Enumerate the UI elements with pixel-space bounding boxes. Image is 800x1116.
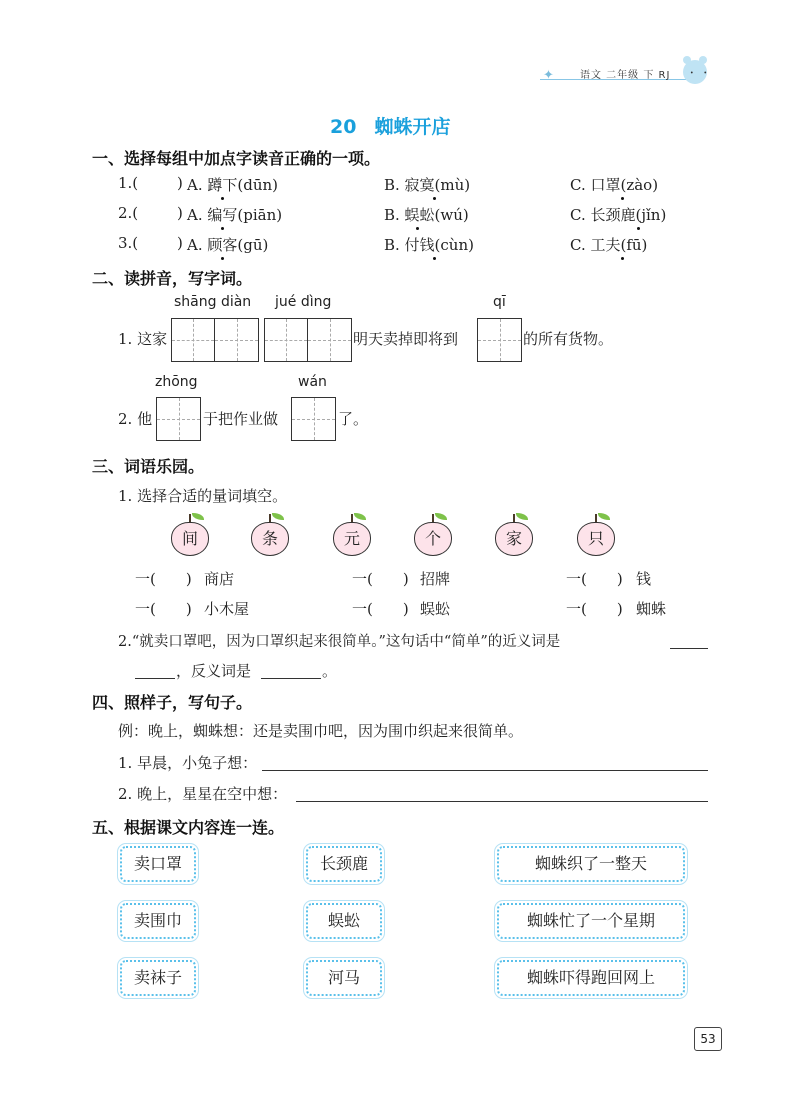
q2-text-end: 了。 (338, 410, 369, 428)
pinyin-jueding: jué dìng (275, 294, 332, 310)
q1-text-start: 1. 这家 (118, 330, 168, 348)
section-4-q1: 1. 早晨，小兔子想： (118, 754, 258, 772)
writing-box-zhong[interactable] (156, 397, 201, 441)
q2-text-start: 2. 他 (118, 410, 153, 428)
sentence-answer-line-1[interactable] (262, 770, 708, 771)
synonym-answer-line-cont[interactable] (135, 678, 175, 679)
match-right-2[interactable]: 蜘蛛忙了一个星期 (497, 903, 685, 939)
q1-number: 1.( (118, 174, 139, 192)
emphasis-dot (433, 257, 436, 260)
section-1-heading: 一、选择每组中加点字读音正确的一项。 (92, 149, 381, 168)
fill-noun: 小木屋 (204, 600, 250, 618)
match-left-2[interactable]: 卖围巾 (120, 903, 196, 939)
pinyin-zhong: zhōng (155, 374, 198, 390)
synonym-answer-line[interactable] (670, 648, 708, 649)
leaf-icon (272, 513, 284, 520)
lesson-number: 20 (330, 116, 357, 138)
q1-text-end: 的所有货物。 (523, 330, 614, 348)
leaf-icon (516, 513, 528, 520)
apple-word-jia[interactable]: 家 (495, 522, 533, 556)
q1-text-middle: 明天卖掉即将到 (353, 330, 459, 348)
emphasis-dot (637, 227, 640, 230)
q1-close: ) (177, 174, 183, 192)
emphasis-dot (621, 197, 624, 200)
q2-option-b[interactable]: B. 蜈蚣(wú) (384, 206, 469, 224)
page-title (330, 112, 450, 139)
fill-noun: 招牌 (420, 570, 451, 588)
q2-close: ) (177, 204, 183, 222)
q1-option-a[interactable]: A. 蹲下(dūn) (187, 176, 278, 194)
q2-number: 2.( (118, 204, 139, 222)
fill-blank[interactable]: 一( ) (352, 570, 409, 588)
apple-word-jian[interactable]: 间 (171, 522, 209, 556)
writing-box-wan[interactable] (291, 397, 336, 441)
fill-noun: 商店 (204, 570, 235, 588)
section-3-q1: 1. 选择合适的量词填空。 (118, 487, 288, 505)
bear-face: • • (690, 70, 711, 77)
emphasis-dot (221, 227, 224, 230)
match-right-3[interactable]: 蜘蛛吓得跑回网上 (497, 960, 685, 996)
page-number: 53 (694, 1027, 722, 1051)
section-3-q2-antonym-label: ，反义词是 (176, 662, 252, 680)
emphasis-dot (221, 197, 224, 200)
pinyin-shangdian: shāng diàn (174, 294, 252, 310)
fill-blank[interactable]: 一( ) (566, 570, 623, 588)
match-left-1[interactable]: 卖口罩 (120, 846, 196, 882)
q3-number: 3.( (118, 234, 139, 252)
q3-option-c[interactable]: C. 工夫(fū) (570, 236, 648, 254)
writing-box-jueding[interactable] (264, 318, 352, 362)
section-4-q2: 2. 晚上，星星在空中想： (118, 785, 288, 803)
section-3-heading: 三、词语乐园。 (92, 457, 205, 476)
match-middle-3[interactable]: 河马 (306, 960, 382, 996)
fill-blank[interactable]: 一( ) (566, 600, 623, 618)
leaf-icon (192, 513, 204, 520)
fill-blank[interactable]: 一( ) (352, 600, 409, 618)
star-icon: ✦ (543, 68, 554, 83)
emphasis-dot (416, 227, 419, 230)
q2-option-a[interactable]: A. 编写(piān) (187, 206, 283, 224)
pinyin-wan: wán (298, 374, 327, 390)
section-3-q2-end: 。 (322, 662, 338, 680)
pinyin-qi: qī (493, 294, 506, 310)
writing-box-shangdian[interactable] (171, 318, 259, 362)
leaf-icon (598, 513, 610, 520)
lesson-title: 蜘蛛开店 (374, 116, 451, 138)
q3-close: ) (177, 234, 183, 252)
fill-blank[interactable]: 一( ) (135, 570, 192, 588)
apple-word-zhi[interactable]: 只 (577, 522, 615, 556)
apple-word-tiao[interactable]: 条 (251, 522, 289, 556)
fill-blank[interactable]: 一( ) (135, 600, 192, 618)
match-left-3[interactable]: 卖袜子 (120, 960, 196, 996)
header-label: 语文 二年级 下 RJ (580, 70, 671, 81)
q3-option-a[interactable]: A. 顾客(gū) (187, 236, 269, 254)
match-right-1[interactable]: 蜘蛛织了一整天 (497, 846, 685, 882)
match-middle-2[interactable]: 蜈蚣 (306, 903, 382, 939)
match-middle-1[interactable]: 长颈鹿 (306, 846, 382, 882)
section-2-heading: 二、读拼音，写字词。 (92, 269, 253, 288)
emphasis-dot (221, 257, 224, 260)
q3-option-b[interactable]: B. 付钱(cùn) (384, 236, 474, 254)
fill-noun: 蜈蚣 (420, 600, 451, 618)
section-5-heading: 五、根据课文内容连一连。 (92, 818, 285, 837)
apple-word-ge[interactable]: 个 (414, 522, 452, 556)
q1-option-b[interactable]: B. 寂寞(mù) (384, 176, 471, 194)
section-3-q2-line1: 2.“就卖口罩吧，因为口罩织起来很简单。”这句话中“简单”的近义词是 (118, 634, 561, 650)
section-4-example: 例：晚上，蜘蛛想：还是卖围巾吧，因为围巾织起来很简单。 (118, 722, 524, 740)
sentence-answer-line-2[interactable] (296, 801, 708, 802)
q2-option-c[interactable]: C. 长颈鹿(jǐn) (570, 206, 667, 224)
fill-noun: 钱 (636, 570, 652, 588)
leaf-icon (435, 513, 447, 520)
section-4-heading: 四、照样子，写句子。 (92, 693, 253, 712)
fill-noun: 蜘蛛 (636, 600, 667, 618)
q2-text-middle: 于把作业做 (203, 410, 279, 428)
leaf-icon (354, 513, 366, 520)
apple-word-yuan[interactable]: 元 (333, 522, 371, 556)
emphasis-dot (433, 197, 436, 200)
q1-option-c[interactable]: C. 口罩(zào) (570, 176, 659, 194)
emphasis-dot (621, 257, 624, 260)
antonym-answer-line[interactable] (261, 678, 321, 679)
writing-box-qi[interactable] (477, 318, 522, 362)
